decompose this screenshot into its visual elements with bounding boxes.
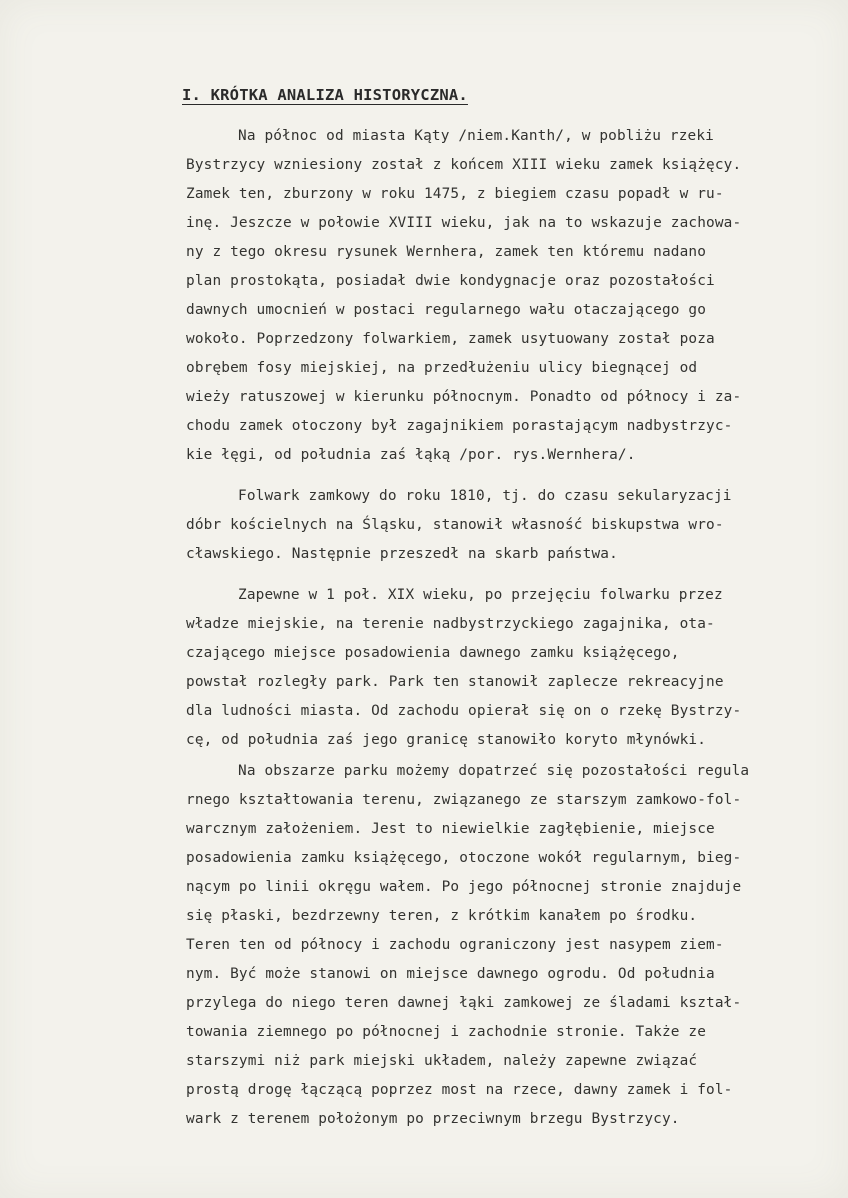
text-line: Zapewne w 1 poł. XIX wieku, po przejęciu folwarku przez xyxy=(238,587,723,603)
text-line: przylega do niego teren dawnej łąki zamkowej ze śladami kształ- xyxy=(186,995,742,1011)
text-line: Teren ten od północy i zachodu ograniczony jest nasypem ziem- xyxy=(186,937,724,953)
text-line: Na północ od miasta Kąty /niem.Kanth/, w pobliżu rzeki xyxy=(238,128,714,144)
text-line: prostą drogę łączącą poprzez most na rzece, dawny zamek i fol- xyxy=(186,1082,733,1098)
text-line: powstał rozległy park. Park ten stanowił zaplecze rekreacyjne xyxy=(186,674,724,690)
text-line: władze miejskie, na terenie nadbystrzyckiego zagajnika, ota- xyxy=(186,616,715,632)
text-line: wark z terenem położonym po przeciwnym brzegu Bystrzycy. xyxy=(186,1111,680,1127)
text-line: obrębem fosy miejskiej, na przedłużeniu ulicy biegnącej od xyxy=(186,360,698,376)
text-line: inę. Jeszcze w połowie XVIII wieku, jak na to wskazuje zachowa- xyxy=(186,215,742,231)
text-line: Zamek ten, zburzony w roku 1475, z biegiem czasu popadł w ru- xyxy=(186,186,724,202)
section-heading: I. KRÓTKA ANALIZA HISTORYCZNA. xyxy=(182,86,468,104)
text-line: plan prostokąta, posiadał dwie kondygnacje oraz pozostałości xyxy=(186,273,715,289)
text-line: Na obszarze parku możemy dopatrzeć się pozostałości regula xyxy=(238,763,750,779)
text-line: starszymi niż park miejski układem, należy zapewne związać xyxy=(186,1053,698,1069)
text-line: ny z tego okresu rysunek Wernhera, zamek ten któremu nadano xyxy=(186,244,707,260)
text-line: dawnych umocnień w postaci regularnego wału otaczającego go xyxy=(186,302,707,318)
text-line: wieży ratuszowej w kierunku północnym. Ponadto od północy i za- xyxy=(186,389,742,405)
text-line: dóbr kościelnych na Śląsku, stanowił własność biskupstwa wro- xyxy=(186,517,724,533)
text-line: posadowienia zamku książęcego, otoczone wokół regularnym, bieg- xyxy=(186,850,742,866)
text-line: towania ziemnego po północnej i zachodnie stronie. Także ze xyxy=(186,1024,707,1040)
text-line: Folwark zamkowy do roku 1810, tj. do czasu sekularyzacji xyxy=(238,488,732,504)
text-line: kie łęgi, od południa zaś łąką /por. rys.Wernhera/. xyxy=(186,447,636,463)
text-line: chodu zamek otoczony był zagajnikiem porastającym nadbystrzyc- xyxy=(186,418,733,434)
text-line: się płaski, bezdrzewny teren, z krótkim kanałem po środku. xyxy=(186,908,698,924)
text-line: rnego kształtowania terenu, związanego ze starszym zamkowo-fol- xyxy=(186,792,742,808)
text-line: Bystrzycy wzniesiony został z końcem XIII wieku zamek książęcy. xyxy=(186,157,742,173)
text-line: warcznym założeniem. Jest to niewielkie zagłębienie, miejsce xyxy=(186,821,715,837)
text-line: dla ludności miasta. Od zachodu opierał się on o rzekę Bystrzy- xyxy=(186,703,742,719)
text-line: nym. Być może stanowi on miejsce dawnego ogrodu. Od południa xyxy=(186,966,715,982)
text-line: cławskiego. Następnie przeszedł na skarb państwa. xyxy=(186,546,618,562)
text-line: nącym po linii okręgu wałem. Po jego północnej stronie znajduje xyxy=(186,879,742,895)
text-line: czającego miejsce posadowienia dawnego zamku książęcego, xyxy=(186,645,680,661)
text-line: cę, od południa zaś jego granicę stanowiło koryto młynówki. xyxy=(186,732,707,748)
text-line: wokoło. Poprzedzony folwarkiem, zamek usytuowany został poza xyxy=(186,331,715,347)
